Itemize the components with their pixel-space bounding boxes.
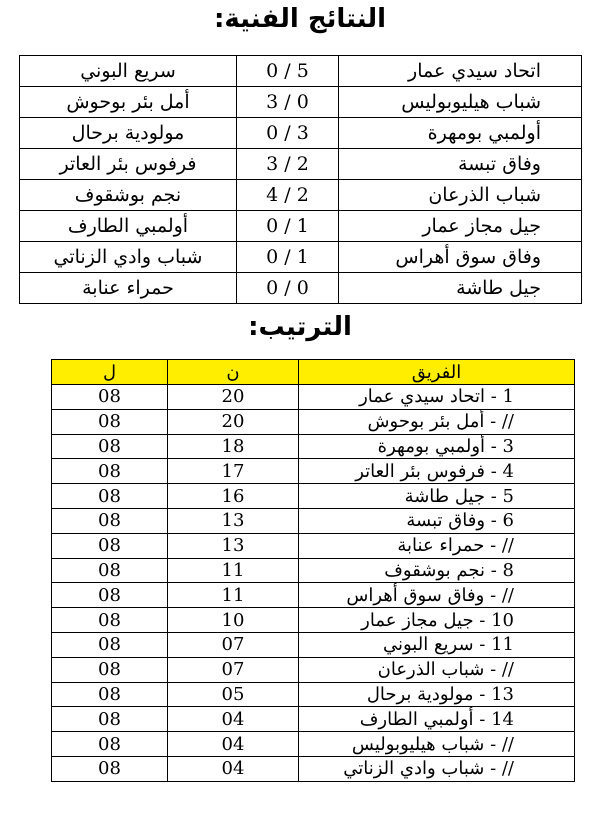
away-team: نجم بوشقوف (20, 180, 237, 211)
played-count: 08 (52, 608, 168, 633)
standings-row (52, 682, 575, 707)
away-team: مولودية برحال (20, 118, 237, 149)
header-team: الفريق (299, 360, 575, 385)
team-name: // - شباب هيليوبوليس (299, 732, 575, 757)
points-count: 16 (168, 484, 299, 509)
team-name: 8 - نجم بوشقوف (299, 558, 575, 583)
result-row (20, 242, 582, 273)
standings-row (52, 409, 575, 434)
points-count: 13 (168, 533, 299, 558)
result-row (20, 87, 582, 118)
points-count: 05 (168, 682, 299, 707)
team-name: // - حمراء عنابة (299, 533, 575, 558)
points-count: 18 (168, 434, 299, 459)
played-count: 08 (52, 484, 168, 509)
match-score: 4 / 2 (237, 180, 339, 211)
team-name: 14 - أولمبي الطارف (299, 707, 575, 732)
points-count: 11 (168, 583, 299, 608)
played-count: 08 (52, 583, 168, 608)
standings-row (52, 657, 575, 682)
home-team: اتحاد سيدي عمار (339, 56, 582, 87)
team-name: 10 - جيل مجاز عمار (299, 608, 575, 633)
away-team: شباب وادي الزناتي (20, 242, 237, 273)
result-row (20, 56, 582, 87)
home-team: أولمبي بومهرة (339, 118, 582, 149)
standings-title: الترتيب: (248, 312, 352, 342)
played-count: 08 (52, 732, 168, 757)
match-score: 3 / 0 (237, 87, 339, 118)
team-name: 11 - سريع البوني (299, 632, 575, 657)
home-team: شباب الذرعان (339, 180, 582, 211)
points-count: 17 (168, 459, 299, 484)
points-count: 04 (168, 732, 299, 757)
standings-row (52, 558, 575, 583)
standings-row (52, 632, 575, 657)
points-count: 20 (168, 385, 299, 410)
points-count: 13 (168, 508, 299, 533)
header-points: ن (168, 360, 299, 385)
played-count: 08 (52, 459, 168, 484)
played-count: 08 (52, 533, 168, 558)
header-played: ل (52, 360, 168, 385)
played-count: 08 (52, 508, 168, 533)
home-team: وفاق سوق أهراس (339, 242, 582, 273)
home-team: وفاق تبسة (339, 149, 582, 180)
points-count: 04 (168, 756, 299, 781)
played-count: 08 (52, 409, 168, 434)
away-team: سريع البوني (20, 56, 237, 87)
away-team: أولمبي الطارف (20, 211, 237, 242)
result-row (20, 211, 582, 242)
standings-row (52, 434, 575, 459)
played-count: 08 (52, 756, 168, 781)
home-team: شباب هيليوبوليس (339, 87, 582, 118)
standings-row (52, 756, 575, 781)
match-score: 0 / 1 (237, 211, 339, 242)
points-count: 10 (168, 608, 299, 633)
home-team: جيل مجاز عمار (339, 211, 582, 242)
team-name: 6 - وفاق تبسة (299, 508, 575, 533)
match-score: 0 / 0 (237, 273, 339, 304)
played-count: 08 (52, 707, 168, 732)
team-name: 13 - مولودية برحال (299, 682, 575, 707)
standings-row (52, 608, 575, 633)
played-count: 08 (52, 558, 168, 583)
home-team: جيل طاشة (339, 273, 582, 304)
match-score: 0 / 1 (237, 242, 339, 273)
played-count: 08 (52, 434, 168, 459)
standings-header-row (52, 360, 575, 385)
away-team: أمل بئر بوحوش (20, 87, 237, 118)
points-count: 11 (168, 558, 299, 583)
points-count: 04 (168, 707, 299, 732)
results-table (19, 55, 582, 304)
team-name: // - شباب وادي الزناتي (299, 756, 575, 781)
standings-table (51, 359, 575, 782)
match-score: 0 / 5 (237, 56, 339, 87)
standings-row (52, 533, 575, 558)
team-name: // - وفاق سوق أهراس (299, 583, 575, 608)
points-count: 07 (168, 632, 299, 657)
played-count: 08 (52, 632, 168, 657)
team-name: 3 - أولمبي بومهرة (299, 434, 575, 459)
result-row (20, 149, 582, 180)
team-name: // - شباب الذرعان (299, 657, 575, 682)
standings-row (52, 508, 575, 533)
results-title: النتائج الفنية: (214, 4, 386, 34)
away-team: حمراء عنابة (20, 273, 237, 304)
result-row (20, 180, 582, 211)
away-team: فرفوس بئر العاتر (20, 149, 237, 180)
played-count: 08 (52, 682, 168, 707)
team-name: 1 - اتحاد سيدي عمار (299, 385, 575, 410)
standings-row (52, 583, 575, 608)
result-row (20, 118, 582, 149)
standings-row (52, 732, 575, 757)
played-count: 08 (52, 657, 168, 682)
standings-row (52, 707, 575, 732)
match-score: 3 / 2 (237, 149, 339, 180)
played-count: 08 (52, 385, 168, 410)
result-row (20, 273, 582, 304)
standings-row (52, 459, 575, 484)
team-name: 4 - فرفوس بئر العاتر (299, 459, 575, 484)
points-count: 20 (168, 409, 299, 434)
points-count: 07 (168, 657, 299, 682)
match-score: 0 / 3 (237, 118, 339, 149)
standings-row (52, 385, 575, 410)
team-name: 5 - جيل طاشة (299, 484, 575, 509)
team-name: // - أمل بئر بوحوش (299, 409, 575, 434)
standings-row (52, 484, 575, 509)
